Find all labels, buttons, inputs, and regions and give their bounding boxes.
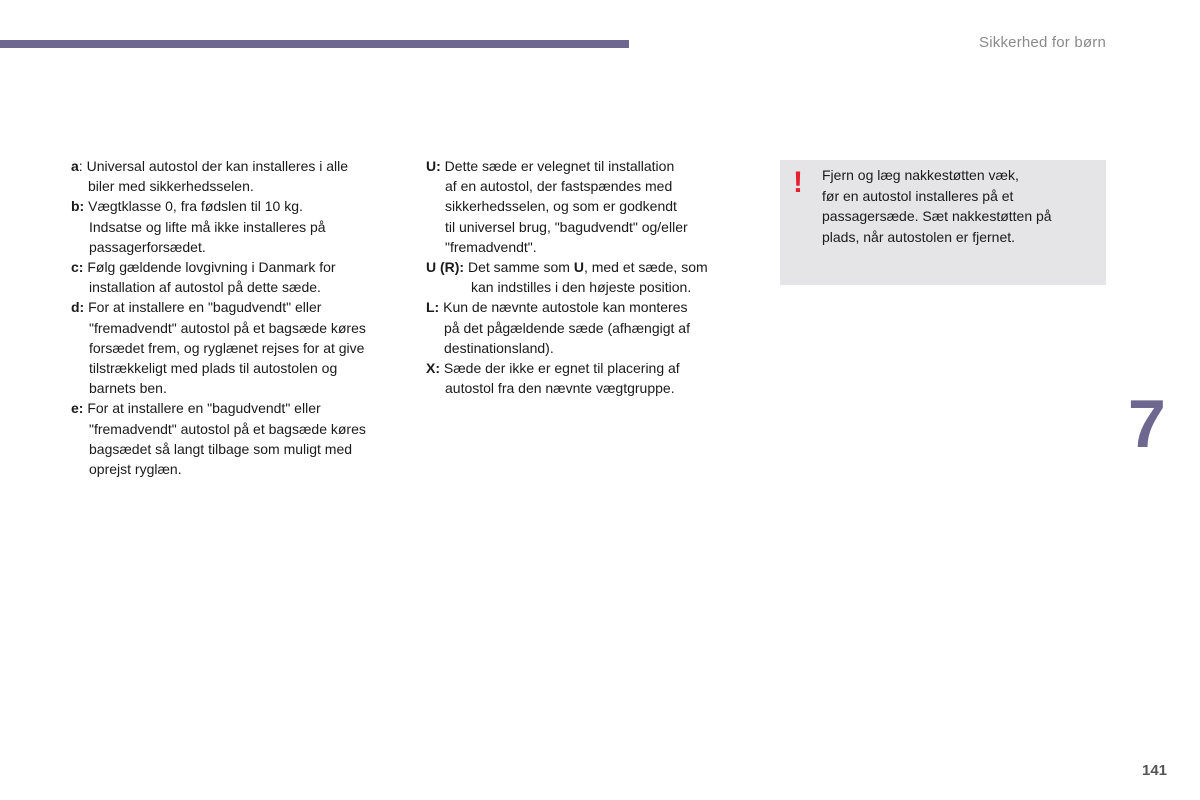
legend-text: Vægtklasse 0, fra fødslen til 10 kg. (88, 198, 303, 215)
legend-text: oprejst ryglæn. (89, 461, 182, 478)
legend-key: b: (71, 198, 85, 215)
legend-text: biler med sikkerhedsselen. (88, 178, 254, 195)
warning-box (780, 160, 1106, 285)
legend-text: Universal autostol der kan installeres i alle (86, 158, 349, 174)
legend-text: Det samme som (468, 259, 574, 276)
legend-text: For at installere en "bagudvendt" eller (87, 400, 321, 417)
legend-right-column (426, 156, 756, 398)
warning-exclamation-icon: ! (793, 166, 803, 199)
legend-entry-l (426, 297, 756, 358)
legend-text: , med et sæde, som (583, 259, 708, 276)
page-number: 141 (1142, 762, 1168, 779)
legend-text: Sæde der ikke er egnet til placering af (443, 360, 680, 377)
legend-text: destinationsland). (444, 339, 554, 356)
legend-key: X: (426, 360, 440, 377)
legend-text: Indsatse og lifte må ikke installeres på (89, 218, 326, 235)
legend-text: passagerforsædet. (89, 238, 206, 255)
legend-text: "fremadvendt". (445, 238, 537, 255)
legend-key: e: (71, 400, 84, 417)
legend-entry-c (71, 257, 411, 297)
warning-line: før en autostol installeres på et (822, 187, 1014, 204)
legend-text: sikkerhedsselen, og som er godkendt (445, 198, 677, 215)
legend-text: "fremadvendt" autostol på et bagsæde køres (89, 319, 366, 336)
legend-key: L: (426, 299, 440, 316)
warning-line: plads, når autostolen er fjernet. (822, 228, 1016, 245)
legend-key: a (71, 158, 79, 174)
legend-text: installation af autostol på dette sæde. (89, 279, 321, 296)
legend-text: på det pågældende sæde (afhængigt af (444, 319, 690, 336)
chapter-number: 7 (1128, 386, 1166, 462)
legend-entry-x (426, 358, 756, 398)
legend-text: autostol fra den nævnte vægtgruppe. (445, 380, 675, 397)
legend-entry-e (71, 398, 411, 479)
legend-left-column (71, 156, 411, 479)
legend-key: c: (71, 259, 84, 276)
legend-text: Dette sæde er velegnet til installation (444, 158, 675, 174)
legend-text-bold: U (573, 259, 584, 276)
legend-text: tilstrækkeligt med plads til autostolen og (89, 360, 338, 377)
legend-text: til universel brug, "bagudvendt" og/eller (445, 218, 688, 235)
legend-key: U: (426, 158, 441, 174)
legend-text: kan indstilles i den højeste position. (471, 279, 692, 296)
legend-text: bagsædet så langt tilbage som muligt med (89, 440, 353, 457)
warning-line: passagersæde. Sæt nakkestøtten på (822, 208, 1052, 224)
warning-line: Fjern og læg nakkestøtten væk, (822, 167, 1019, 183)
legend-text: For at installere en "bagudvendt" eller (88, 299, 322, 316)
legend-text: barnets ben. (89, 380, 167, 397)
legend-text: af en autostol, der fastspændes med (445, 178, 673, 195)
legend-text: Kun de nævnte autostole kan monteres (443, 299, 688, 316)
legend-entry-u (426, 156, 756, 257)
legend-text: forsædet frem, og ryglænet rejses for at give (89, 339, 365, 356)
legend-text: "fremadvendt" autostol på et bagsæde køres (89, 420, 366, 437)
warning-text (822, 165, 1052, 247)
legend-entry-a: a: Universal autostol der kan installeres i alle biler med sikkerhedsselen. (71, 156, 411, 196)
legend-text: Følg gældende lovgivning i Danmark for (87, 259, 336, 276)
legend-entry-b (71, 196, 411, 257)
header-accent-bar (0, 40, 629, 48)
legend-entry-u-r (426, 257, 756, 297)
legend-key: U (R): (426, 259, 465, 276)
legend-entry-d (71, 297, 411, 398)
legend-key: d: (71, 299, 85, 316)
section-title: Sikkerhed for børn (979, 34, 1106, 51)
